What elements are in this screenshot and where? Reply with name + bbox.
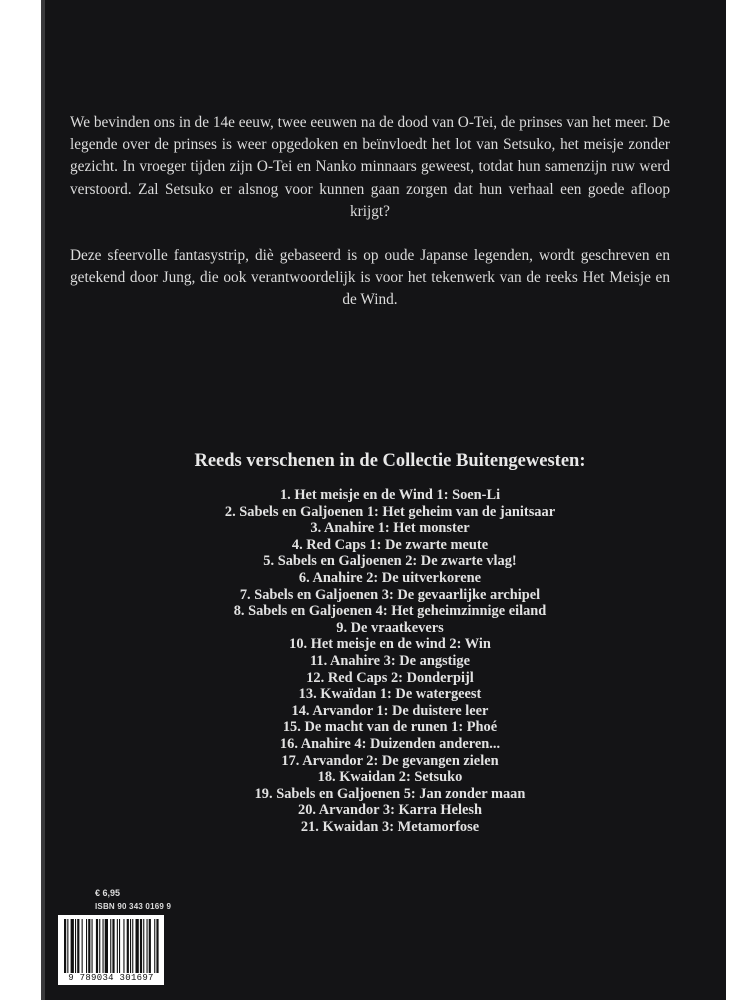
barcode-bar xyxy=(156,919,158,975)
barcode-bar xyxy=(119,919,120,975)
book-title: 20. Arvandor 3: Karra Helesh xyxy=(298,802,482,819)
barcode-bar xyxy=(143,919,144,975)
book-title: 17. Arvandor 2: De gevangen zielen xyxy=(281,752,499,769)
book-title: 8. Sabels en Galjoenen 4: Het geheimzinnige eiland xyxy=(233,603,547,620)
book-title: 15. De macht van de runen 1: Phoé xyxy=(282,719,498,736)
book-title: 6. Anahire 2: De uitverkorene xyxy=(298,569,482,586)
book-title: 4. Red Caps 1: De zwarte meute xyxy=(291,536,489,553)
barcode-bar xyxy=(88,919,90,975)
book-title: 11. Anahire 3: De angstige xyxy=(309,652,471,669)
book-list xyxy=(60,487,720,835)
barcode-bar xyxy=(127,919,129,975)
price-label: € 6,95 xyxy=(95,888,121,898)
barcode-bar xyxy=(112,919,114,975)
barcode-bar xyxy=(75,919,76,975)
barcode-bar xyxy=(140,919,142,975)
barcode-bar xyxy=(77,919,79,975)
book-title: 9. De vraatkevers xyxy=(336,619,444,636)
barcode-bar xyxy=(149,919,151,975)
book-title: 5. Sabels en Galjoenen 2: De zwarte vlag! xyxy=(263,553,517,570)
barcode-bar xyxy=(130,919,131,975)
isbn-label: ISBN 90 343 0169 9 xyxy=(95,902,172,911)
book-title: 13. Kwaïdan 1: De watergeest xyxy=(298,686,482,703)
book-title: 16. Anahire 4: Duizenden anderen... xyxy=(279,735,501,752)
book-title: 7. Sabels en Galjoenen 3: De gevaarlijke archipel xyxy=(239,586,541,603)
barcode-bar xyxy=(71,919,74,975)
book-title: 14. Arvandor 1: De duistere leer xyxy=(291,702,489,719)
barcode-bar xyxy=(64,919,66,975)
barcode-bar xyxy=(105,919,108,975)
barcode-bar xyxy=(110,919,111,975)
barcode-bar xyxy=(67,919,68,975)
barcode-bar xyxy=(123,919,124,975)
book-title: 2. Sabels en Galjoenen 1: Het geheim van de janitsaar xyxy=(224,503,556,520)
barcode-bar xyxy=(136,919,139,975)
book-title: 1. Het meisje en de Wind 1: Soen-Li xyxy=(279,487,501,503)
blurb-paragraph-1: We bevinden ons in de 14e eeuw, twee eeuwen na de dood van O-Tei, de prinses van het meer. De legende over de prinses is weer opgedoken en beïnvloedt het lot van Setsuko, het meisje zonder gezicht. In vroeger tijden zijn O-Tei en Nanko minnaars geweest, totdat hun samenzijn ruw werd verstoord. Zal Setsuko er alsnog voor kunnen gaan zorgen dat hun verhaal een goede afloop krijgt? xyxy=(70,114,670,220)
barcode-bar xyxy=(96,919,98,975)
barcode-bar xyxy=(147,919,148,975)
barcode-bar xyxy=(103,919,104,975)
barcode-bar xyxy=(82,919,83,975)
book-title: 12. Red Caps 2: Donderpijl xyxy=(306,669,474,686)
book-title: 10. Het meisje en de wind 2: Win xyxy=(289,636,491,653)
barcode-digits: 9 789034 301697 xyxy=(58,973,164,983)
barcode-bar xyxy=(86,919,87,975)
book-title: 18. Kwaidan 2: Setsuko xyxy=(317,769,463,786)
barcode-bar xyxy=(117,919,118,975)
barcode xyxy=(58,915,164,985)
barcode-bar xyxy=(132,919,133,975)
barcode-bar xyxy=(99,919,100,975)
book-title: 3. Anahire 1: Het monster xyxy=(310,520,470,537)
barcode-bar xyxy=(92,919,93,975)
book-title: 19. Sabels en Galjoenen 5: Jan zonder maan xyxy=(254,785,526,802)
blurb-paragraph-2: Deze sfeervolle fantasystrip, diè gebaseerd is op oude Japanse legenden, wordt geschreven en getekend door Jung, die ook verantwoordelijk is voor het tekenwerk van de reeks Het Meisje en de Wind. xyxy=(70,247,670,309)
book-title: 21. Kwaidan 3: Metamorfose xyxy=(300,818,480,835)
barcode-bar xyxy=(154,919,155,975)
series-heading: Reeds verschenen in de Collectie Buitengewesten: xyxy=(194,451,586,471)
spine-edge xyxy=(41,0,45,1000)
